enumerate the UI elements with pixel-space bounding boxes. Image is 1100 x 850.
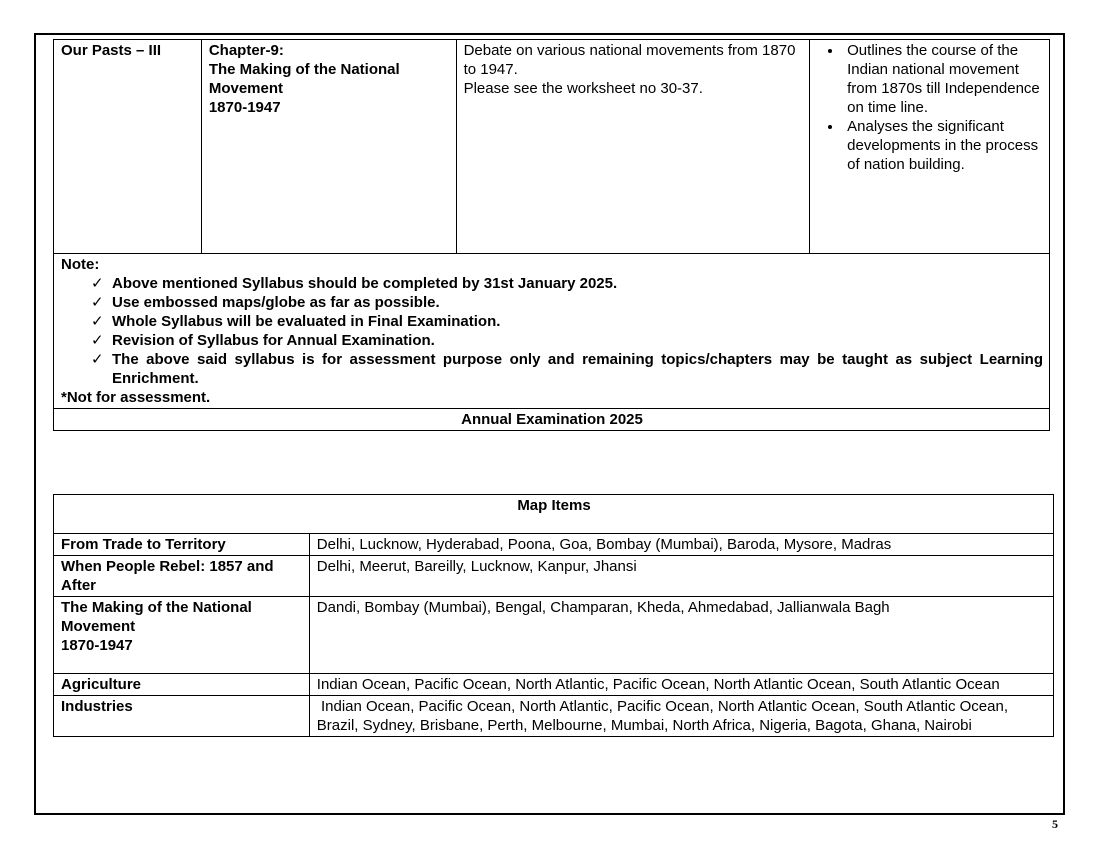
activity-text: Debate on various national movements from 1870 to 1947. (463, 42, 796, 78)
map-chapter-years: 1870-1947 (61, 637, 133, 654)
note-row (54, 254, 1050, 409)
chapter-years: 1870-1947 (208, 99, 281, 116)
learning-outcomes-list (817, 41, 1043, 174)
syllabus-table (53, 39, 1050, 431)
map-chapter-title: From Trade to Territory (61, 536, 226, 553)
map-chapter-title: When People Rebel: 1857 and After (61, 558, 274, 594)
map-row-chapter (54, 597, 310, 674)
map-row (54, 597, 1054, 674)
learning-outcomes-cell (810, 40, 1050, 254)
note-item-text: Use embossed maps/globe as far as possible. (112, 294, 440, 311)
book-cell: Our Pasts – III (54, 40, 202, 254)
activity-cell (456, 40, 810, 254)
note-checklist (61, 274, 1043, 388)
page-number: 5 (1052, 817, 1058, 831)
note-item (91, 331, 1043, 350)
map-row-items: Delhi, Meerut, Bareilly, Lucknow, Kanpur, Jhansi (309, 556, 1053, 597)
map-row-chapter (54, 534, 310, 556)
annual-exam-heading: Annual Examination 2025 (54, 409, 1050, 431)
map-row-items: Indian Ocean, Pacific Ocean, North Atlantic, Pacific Ocean, North Atlantic Ocean, South Atlantic Ocean, Brazil, Sydney, Brisbane, Perth, Melbourne, Mumbai, North Africa, Nigeria, Bagota, Ghana, Nairobi (309, 696, 1053, 737)
learning-outcome: • Analyses the significant developments in the process of nation building. (843, 117, 1043, 174)
map-chapter-title: The Making of the National Movement (61, 599, 252, 635)
map-items-table (53, 494, 1054, 737)
map-chapter-title: Industries (61, 698, 133, 715)
note-footnote: *Not for assessment. (61, 389, 211, 406)
chapter-title: The Making of the National Movement (208, 61, 400, 97)
note-item-text: The above said syllabus is for assessment purpose only and remaining topics/chapters may be taught as subject Learning Enrichment. (112, 351, 1043, 387)
map-row (54, 674, 1054, 696)
map-row-chapter (54, 674, 310, 696)
learning-outcome: • Outlines the course of the Indian national movement from 1870s till Independence on time line. (843, 41, 1043, 117)
map-items-heading: Map Items (54, 495, 1054, 534)
map-row-items: Delhi, Lucknow, Hyderabad, Poona, Goa, Bombay (Mumbai), Baroda, Mysore, Madras (309, 534, 1053, 556)
map-row-items: Indian Ocean, Pacific Ocean, North Atlantic, Pacific Ocean, North Atlantic Ocean, South Atlantic Ocean (309, 674, 1053, 696)
note-item-text: Above mentioned Syllabus should be completed by 31st January 2025. (112, 275, 618, 292)
map-chapter-title: Agriculture (61, 676, 142, 693)
check-icon: ✓ (91, 351, 104, 368)
syllabus-row (54, 40, 1050, 254)
map-row (54, 534, 1054, 556)
map-items-header-row (54, 495, 1054, 534)
note-item-text: Whole Syllabus will be evaluated in Final Examination. (112, 313, 501, 330)
note-heading: Note: (61, 256, 100, 273)
chapter-number: Chapter-9: (208, 42, 284, 59)
map-row (54, 696, 1054, 737)
map-row-items: Dandi, Bombay (Mumbai), Bengal, Champaran, Kheda, Ahmedabad, Jallianwala Bagh (309, 597, 1053, 674)
map-row (54, 556, 1054, 597)
map-row-chapter (54, 696, 310, 737)
annual-exam-row (54, 409, 1050, 431)
check-icon: ✓ (91, 275, 104, 292)
check-icon: ✓ (91, 313, 104, 330)
note-item (91, 274, 1043, 293)
check-icon: ✓ (91, 332, 104, 349)
worksheet-reference: Please see the worksheet no 30-37. (463, 80, 703, 97)
chapter-cell (201, 40, 456, 254)
note-cell (54, 254, 1050, 409)
note-item-text: Revision of Syllabus for Annual Examination. (112, 332, 435, 349)
check-icon: ✓ (91, 294, 104, 311)
note-item (91, 350, 1043, 388)
note-item (91, 312, 1043, 331)
note-item (91, 293, 1043, 312)
map-row-chapter (54, 556, 310, 597)
